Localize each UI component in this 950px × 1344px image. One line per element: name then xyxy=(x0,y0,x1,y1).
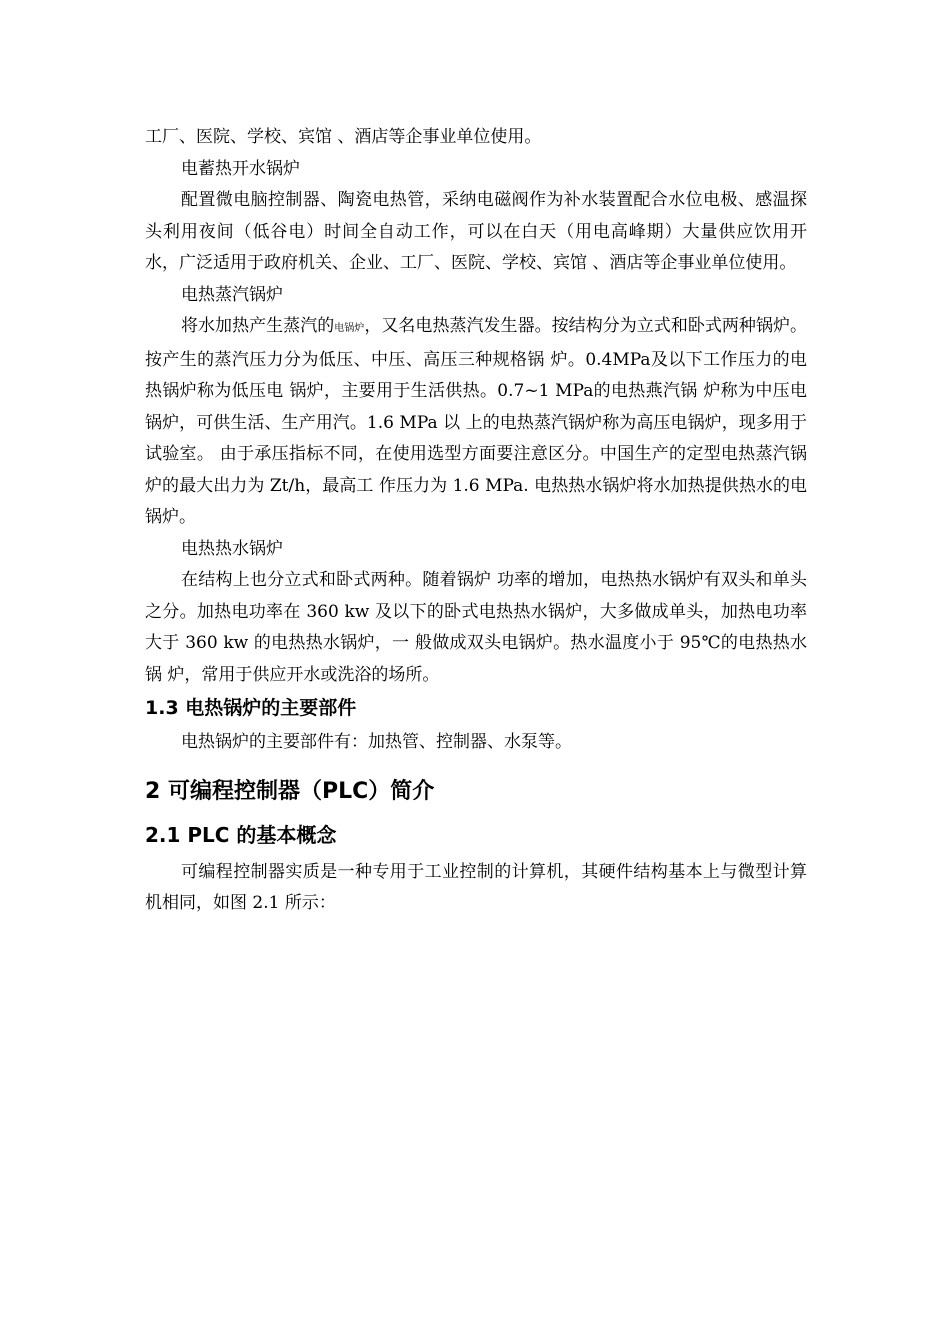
chapter-heading-2: 2 可编程控制器（PLC）简介 xyxy=(145,778,435,804)
steam-boiler-small-term: 电锅炉 xyxy=(334,323,365,334)
section-heading-2-1: 2.1 PLC 的基本概念 xyxy=(145,822,337,847)
paragraph-storage-boiler-description: 配置微电脑控制器、陶瓷电热管，采纳电磁阀作为补水装置配合水位电极、感温探头利用夜间（低谷电）时间全自动工作，可以在白天（用电高峰期）大量供应饮用开水，广泛适用于政府机关、企业、工厂、医院、学校、宾馆 、酒店等企事业单位使用。 xyxy=(145,190,807,273)
paragraph-main-components: 电热锅炉的主要部件有：加热管、控制器、水泵等。 xyxy=(181,732,572,752)
paragraph-hot-water-boiler-description: 在结构上也分立式和卧式两种。随着锅炉 功率的增加，电热热水锅炉有双头和单头之分。加热电功率在 360 kw 及以下的卧式电热热水锅炉，大多做成单头，加热电功率大于 360 kw 的电热热水锅炉，一 般做成双头电锅炉。热水温度小于 95℃的电热热水锅 炉，常用于供应开水或洗浴的场所。 xyxy=(145,570,807,685)
subheading-electric-steam-boiler: 电热蒸汽锅炉 xyxy=(181,284,283,305)
steam-boiler-text-rest: ，又名电热蒸汽发生器。按结构分为立式和卧式两种锅炉。 按产生的蒸汽压力分为低压、中压、高压三种规格锅 炉。0.4MPa及以下工作压力的电热锅炉称为低压电 锅炉，主要用于生活供热。0.7~1 MPa的电热燕汽锅 炉称为中压电锅炉，可供生活、生产用汽。1.6 MPa 以 上的电热蒸汽锅炉称为高压电锅炉，现多用于试验室。 由于承压指标不同，在使用选型方面要注意区分。中国生产的定型电热蒸汽锅炉的最大出力为 Zt/h，最高工 作压力为 1.6 MPa. 电热热水锅炉将水加热提供热水的电锅炉。 xyxy=(145,316,808,527)
page-content xyxy=(145,122,807,920)
subheading-electric-storage-boiler: 电蓄热开水锅炉 xyxy=(181,158,300,179)
paragraph-plc-concept: 可编程控制器实质是一种专用于工业控制的计算机，其硬件结构基本上与微型计算机相同，如图 2.1 所示： xyxy=(145,861,807,913)
steam-boiler-text-start: 将水加热产生蒸汽的 xyxy=(181,316,335,336)
subheading-electric-hot-water-boiler: 电热热水锅炉 xyxy=(181,538,283,559)
section-heading-1-3: 1.3 电热锅炉的主要部件 xyxy=(145,697,357,719)
paragraph-continuation: 工厂、医院、学校、宾馆 、酒店等企事业单位使用。 xyxy=(145,127,542,147)
paragraph-steam-boiler-description xyxy=(145,311,807,534)
